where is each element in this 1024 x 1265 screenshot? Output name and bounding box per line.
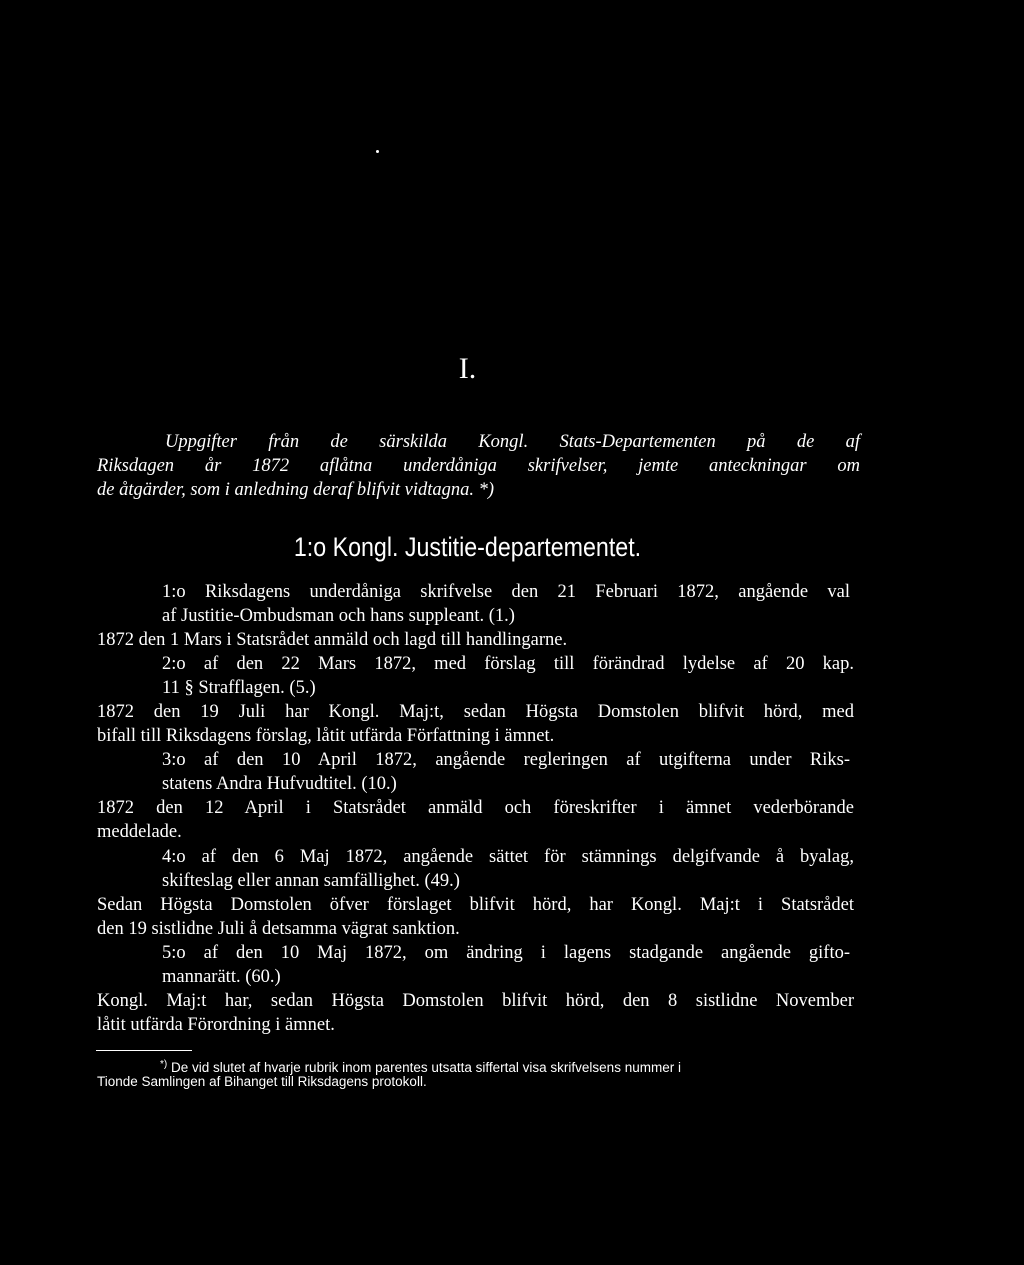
body-line-2: af Justitie-Ombudsman och hans suppleant. (1.) (162, 606, 515, 626)
heading-line-3: de åtgärder, som i anledning deraf blifvit vidtagna. *) (97, 480, 495, 500)
footnote-line-2: Tionde Samlingen af Bihanget till Riksdagens protokoll. (97, 1074, 427, 1089)
body-line-19: låtit utfärda Förordning i ämnet. (97, 1015, 335, 1035)
department-title: 1:o Kongl. Justitie-departementet. (293, 532, 642, 562)
body-line-3: 1872 den 1 Mars i Statsrådet anmäld och lagd till handlingarne. (97, 630, 568, 650)
body-line-8: 3:o af den 10 April 1872, angående regleringen af utgifterna under Riks- (162, 750, 850, 770)
body-line-14: Sedan Högsta Domstolen öfver förslaget blifvit hörd, har Kongl. Maj:t i Statsrådet (97, 895, 854, 915)
body-line-13: skifteslag eller annan samfällighet. (49.) (162, 871, 460, 891)
body-line-7: bifall till Riksdagens förslag, låtit utfärda Författning i ämnet. (97, 726, 555, 746)
body-line-6: 1872 den 19 Juli har Kongl. Maj:t, sedan Högsta Domstolen blifvit hörd, med (97, 702, 854, 722)
body-line-9: statens Andra Hufvudtitel. (10.) (162, 774, 397, 794)
body-line-15: den 19 sistlidne Juli å detsamma vägrat sanktion. (97, 919, 460, 939)
footnote-text-1: De vid slutet af hvarje rubrik inom parentes utsatta siffertal visa skrifvelsens nummer i (171, 1060, 681, 1075)
footnote-rule (96, 1050, 192, 1051)
chapter-numeral: I. (458, 352, 477, 385)
body-line-5: 11 § Strafflagen. (5.) (162, 678, 316, 698)
stray-speck (376, 150, 379, 153)
footnote-marker: *) (160, 1059, 168, 1070)
body-line-17: mannarätt. (60.) (162, 967, 281, 987)
body-line-16: 5:o af den 10 Maj 1872, om ändring i lagens stadgande angående gifto- (162, 943, 850, 963)
body-line-1: 1:o Riksdagens underdåniga skrifvelse den 21 Februari 1872, angående val (162, 582, 850, 602)
body-line-12: 4:o af den 6 Maj 1872, angående sättet för stämnings delgifvande å byalag, (162, 847, 854, 867)
heading-line-2: Riksdagen år 1872 aflåtna underdåniga skrifvelser, jemte anteckningar om (97, 456, 860, 476)
body-line-4: 2:o af den 22 Mars 1872, med förslag till förändrad lydelse af 20 kap. (162, 654, 854, 674)
heading-line-1: Uppgifter från de särskilda Kongl. Stats-Departementen på de af (165, 432, 860, 452)
body-line-18: Kongl. Maj:t har, sedan Högsta Domstolen blifvit hörd, den 8 sistlidne November (97, 991, 854, 1011)
body-line-11: meddelade. (97, 822, 182, 842)
body-line-10: 1872 den 12 April i Statsrådet anmäld och föreskrifter i ämnet vederbörande (97, 798, 854, 818)
